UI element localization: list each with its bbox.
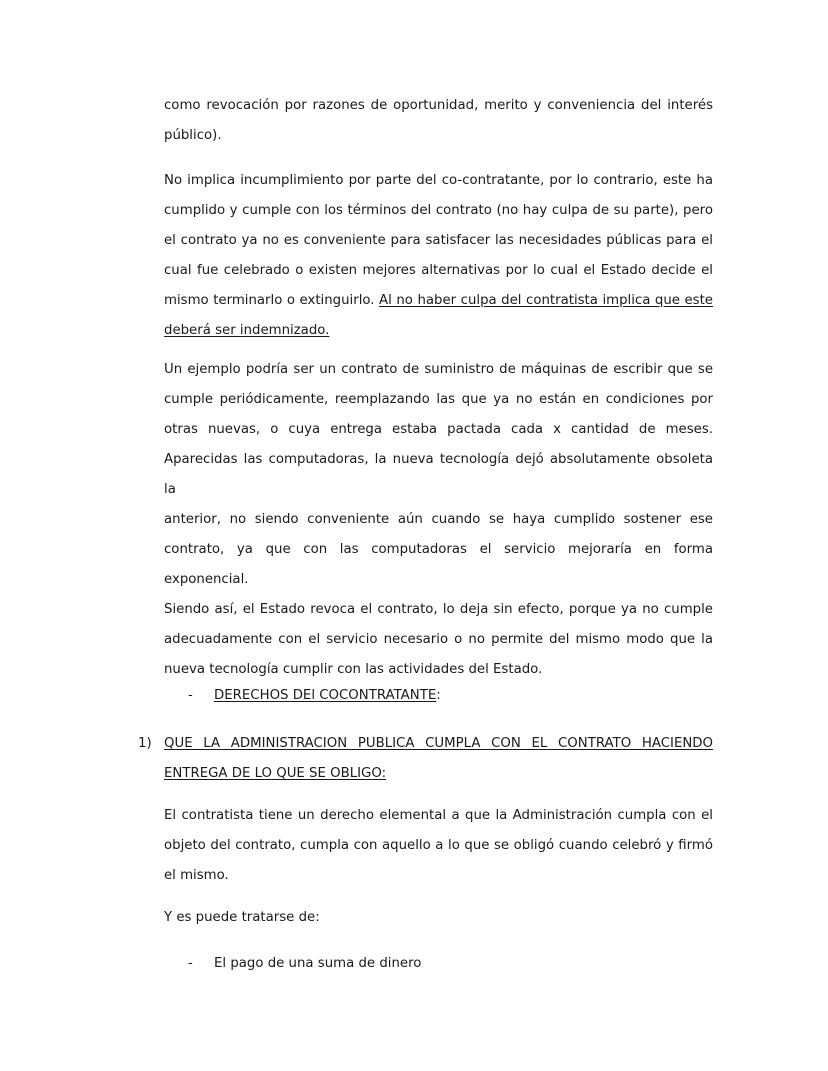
item-heading-line	[164, 759, 713, 789]
paragraph-incumplimiento	[164, 166, 713, 346]
paragraph-line: nueva tecnología cumplir con las actividades del Estado.	[164, 662, 543, 677]
underlined-text: ENTREGA DE LO QUE SE OBLIGO:	[164, 766, 387, 781]
paragraph-line: objeto del contrato, cumpla con aquello a lo que se obligó cuando celebró y firmó	[164, 838, 713, 853]
paragraph-tratarse	[164, 903, 713, 933]
paragraph-line: cumplido y cumple con los términos del contrato (no hay culpa de su parte), pero	[164, 203, 713, 218]
item-heading-line: QUE LA ADMINISTRACION PUBLICA CUMPLA CON EL CONTRATO HACIENDO	[164, 736, 713, 751]
paragraph-line: El contratista tiene un derecho elemental a que la Administración cumpla con el	[164, 808, 713, 823]
paragraph-line: el contrato ya no es conveniente para satisfacer las necesidades públicas para el	[164, 233, 713, 248]
paragraph-line: No implica incumplimiento por parte del co-contratante, por lo contrario, este ha	[164, 173, 713, 188]
paragraph-line: el mismo.	[164, 868, 229, 883]
paragraph-line: cual fue celebrado o existen mejores alternativas por lo cual el Estado decide el	[164, 263, 713, 278]
paragraph-line	[164, 316, 713, 346]
paragraph-line: como revocación por razones de oportunidad, merito y conveniencia del interés	[164, 98, 713, 113]
paragraph-ejemplo	[164, 355, 713, 685]
bullet-dash: -	[188, 956, 193, 971]
plain-text: mismo terminarlo o extinguirlo.	[164, 293, 380, 308]
paragraph-line	[164, 286, 713, 316]
paragraph-derecho-elemental	[164, 801, 713, 891]
paragraph-line: adecuadamente con el servicio necesario o no permite del mismo modo que la	[164, 632, 713, 647]
bullet-item: El pago de una suma de dinero	[214, 956, 422, 971]
section-heading	[214, 688, 441, 703]
paragraph-revocacion	[164, 91, 713, 151]
paragraph-line: cumple periódicamente, reemplazando las que ya no están en condiciones por	[164, 392, 713, 407]
paragraph-line: contrato, ya que con las computadoras el servicio mejoraría en forma exponencial.	[164, 542, 713, 587]
paragraph-line: público).	[164, 128, 222, 143]
numbered-item-heading	[164, 729, 713, 789]
section-heading-text: DERECHOS DEl COCONTRATANTE	[214, 688, 437, 703]
underlined-text: Al no haber culpa del contratista implica que este	[379, 293, 713, 308]
paragraph-line: Siendo así, el Estado revoca el contrato, lo deja sin efecto, porque ya no cumple	[164, 602, 713, 617]
paragraph-line: Y es puede tratarse de:	[164, 910, 320, 925]
paragraph-line: Aparecidas las computadoras, la nueva tecnología dejó absolutamente obsoleta la	[164, 452, 713, 497]
paragraph-line: anterior, no siendo conveniente aún cuando se haya cumplido sostener ese	[164, 512, 713, 527]
paragraph-line: Un ejemplo podría ser un contrato de suministro de máquinas de escribir que se	[164, 362, 713, 377]
section-heading-suffix: :	[436, 688, 441, 703]
heading-dash: -	[188, 688, 193, 703]
paragraph-line: otras nuevas, o cuya entrega estaba pactada cada x cantidad de meses.	[164, 422, 713, 437]
item-number: 1)	[138, 736, 152, 751]
underlined-text: deberá ser indemnizado.	[164, 323, 330, 338]
